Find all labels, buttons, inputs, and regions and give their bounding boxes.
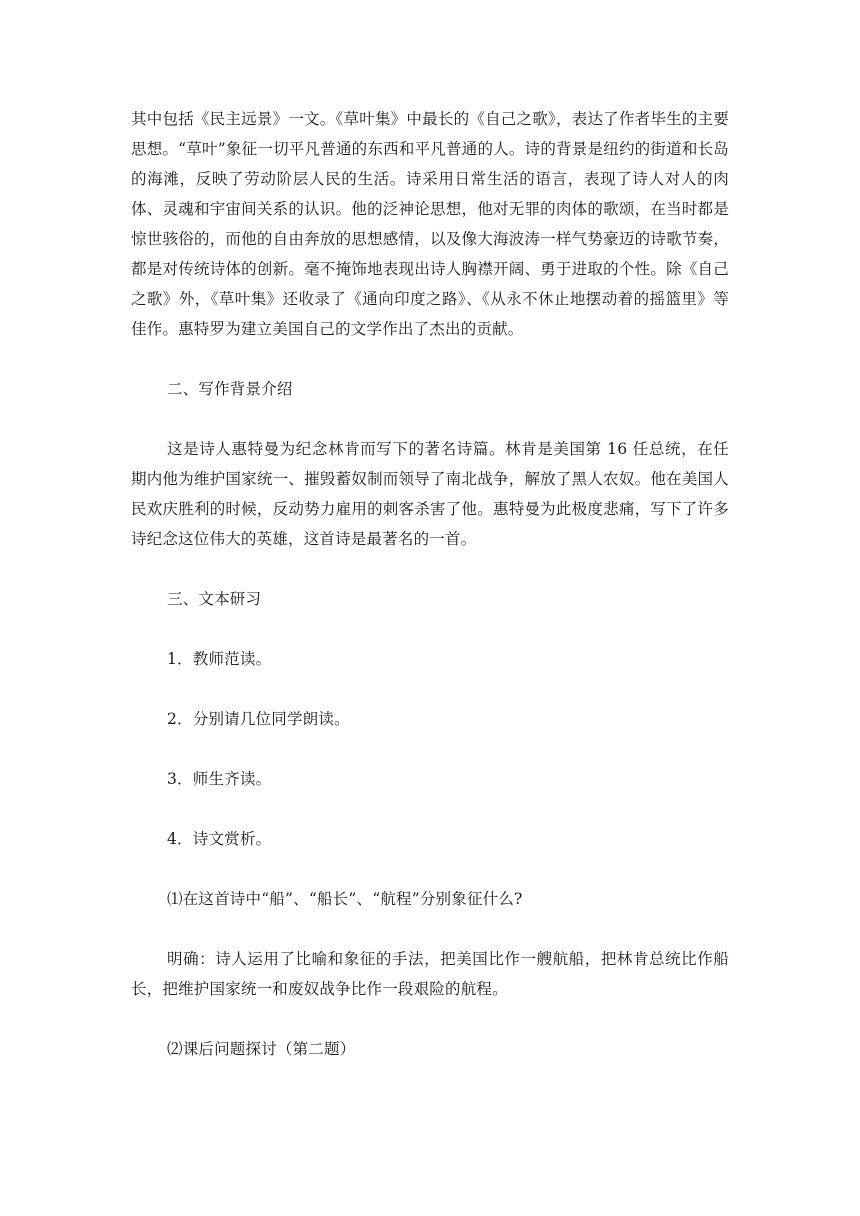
question-after-class: ⑵课后问题探讨（第二题） bbox=[167, 1040, 356, 1058]
paragraph-intro-continued: 其中包括《民主远景》一文。《草叶集》中最长的《自己之歌》，表达了作者毕生的主要思想。“草叶”象征一切平凡普通的东西和平凡普通的人。诗的背景是纽约的街道和长岛的海滩，反映了劳动阶层人民的生活。诗采用日常生活的语言，表现了诗人对人的肉体、灵魂和宇宙间关系的认识。他的泛神论思想，他对无罪的肉体的歌颂，在当时都是惊世骇俗的，而他的自由奔放的思想感情，以及像大海波涛一样气势豪迈的诗歌节奏，都是对传统诗体的创新。毫不掩饰地表现出诗人胸襟开阔、勇于进取的个性。除《自己之歌》外，《草叶集》还收录了《通向印度之路》、《从永不休止地摆动着的摇篮里》等佳作。惠特罗为建立美国自己的文学作出了杰出的贡献。 bbox=[131, 110, 729, 338]
list-item-step-2: 2．分别请几位同学朗读。 bbox=[167, 710, 350, 728]
list-item-step-1: 1．教师范读。 bbox=[167, 650, 272, 668]
section-heading-writing-background: 二、写作背景介绍 bbox=[167, 380, 293, 398]
list-item-step-3: 3．师生齐读。 bbox=[167, 770, 272, 788]
document-body bbox=[131, 104, 729, 1064]
paragraph-background: 这是诗人惠特曼为纪念林肯而写下的著名诗篇。林肯是美国第 16 任总统，在任期内他为维护国家统一、摧毁蓄奴制而领导了南北战争，解放了黑人农奴。他在美国人民欢庆胜利的时候，反动势力雇用的刺客杀害了他。惠特曼为此极度悲痛，写下了许多诗纪念这位伟大的英雄，这首诗是最著名的一首。 bbox=[131, 440, 729, 548]
section-heading-text-study: 三、文本研习 bbox=[167, 590, 262, 608]
question-symbolism: ⑴在这首诗中“船”、“船长”、“航程”分别象征什么? bbox=[167, 890, 523, 908]
list-item-step-4: 4．诗文赏析。 bbox=[167, 830, 272, 848]
answer-symbolism: 明确：诗人运用了比喻和象征的手法，把美国比作一艘航船，把林肯总统比作船长，把维护国家统一和废奴战争比作一段艰险的航程。 bbox=[131, 950, 729, 998]
